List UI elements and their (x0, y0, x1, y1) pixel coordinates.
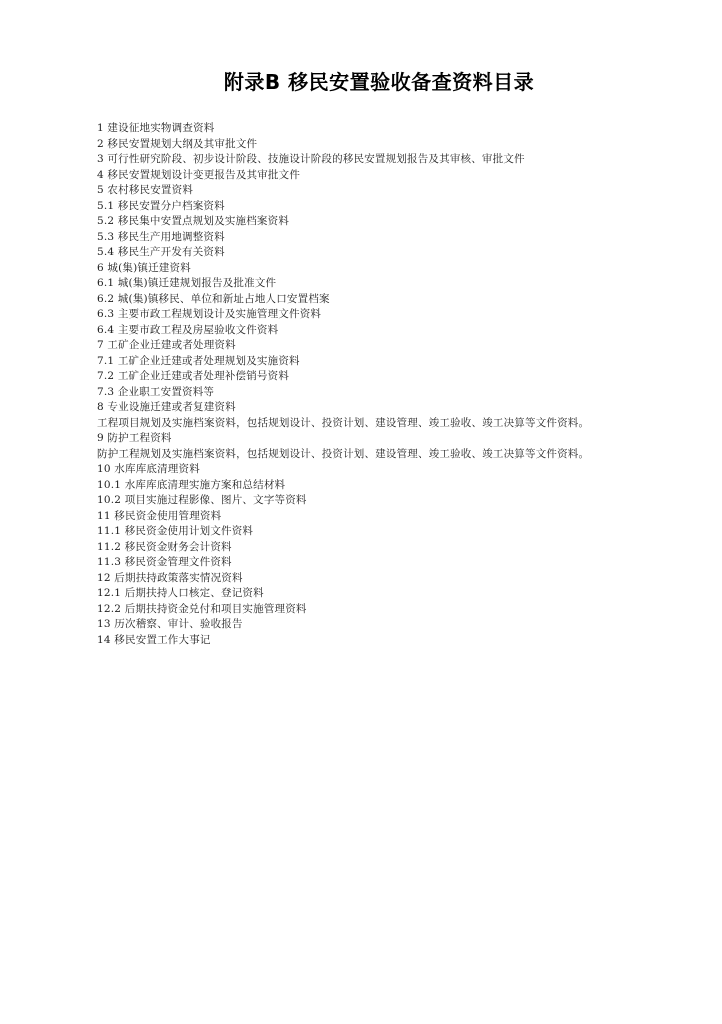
toc-item: 5 农村移民安置资料 (97, 184, 194, 196)
toc-item: 6.3 主要市政工程规划设计及实施管理文件资料 (97, 308, 322, 320)
toc-item: 6.2 城(集)镇移民、单位和新址占地人口安置档案 (97, 292, 330, 305)
toc-item: 11.3 移民资金管理文件资料 (97, 556, 232, 568)
toc-item: 12 后期扶持政策落实情况资料 (97, 571, 243, 584)
page-title: 附录B 移民安置验收备查资料目录 (223, 70, 535, 94)
toc-item: 5.2 移民集中安置点规划及实施档案资料 (97, 215, 290, 227)
toc-item: 5.1 移民安置分户档案资料 (97, 199, 225, 212)
toc-item: 14 移民安置工作大事记 (97, 633, 211, 646)
toc-item: 7 工矿企业迁建或者处理资料 (97, 339, 236, 351)
table-of-contents (97, 121, 697, 648)
toc-item: 3 可行性研究阶段、初步设计阶段、技施设计阶段的移民安置规划报告及其审核、审批文件 (97, 153, 525, 165)
toc-item: 4 移民安置规划设计变更报告及其审批文件 (97, 168, 301, 181)
toc-item: 7.3 企业职工安置资料等 (97, 385, 215, 398)
toc-item: 工程项目规划及实施档案资料，包括规划设计、投资计划、建设管理、竣工验收、竣工决算等文件资料。 (97, 416, 590, 429)
toc-item: 10.2 项目实施过程影像、图片、文字等资料 (97, 494, 307, 506)
toc-item: 5.3 移民生产用地调整资料 (97, 230, 225, 243)
toc-item: 防护工程规划及实施档案资料，包括规划设计、投资计划、建设管理、竣工验收、竣工决算等文件资料。 (97, 447, 590, 460)
toc-item: 12.2 后期扶持资金兑付和项目实施管理资料 (97, 602, 307, 615)
toc-item: 13 历次稽察、审计、验收报告 (97, 618, 243, 630)
toc-item: 11 移民资金使用管理资料 (97, 509, 222, 522)
toc-item: 10.1 水库库底清理实施方案和总结材料 (97, 478, 286, 491)
toc-item: 11.2 移民资金财务会计资料 (97, 540, 232, 553)
toc-item: 7.1 工矿企业迁建或者处理规划及实施资料 (97, 354, 300, 367)
toc-item: 6.4 主要市政工程及房屋验收文件资料 (97, 323, 279, 336)
toc-item: 10 水库库底清理资料 (97, 463, 200, 475)
toc-item: 1 建设征地实物调查资料 (97, 122, 215, 134)
toc-item: 2 移民安置规划大纲及其审批文件 (97, 137, 258, 150)
toc-item: 7.2 工矿企业迁建或者处理补偿销号资料 (97, 370, 290, 382)
toc-item: 8 专业设施迁建或者复建资料 (97, 401, 236, 413)
toc-item: 9 防护工程资料 (97, 432, 172, 444)
toc-item: 12.1 后期扶持人口核定、登记资料 (97, 587, 264, 599)
toc-item: 6 城(集)镇迁建资料 (97, 261, 191, 274)
toc-item: 5.4 移民生产开发有关资料 (97, 246, 225, 258)
toc-item: 6.1 城(集)镇迁建规划报告及批准文件 (97, 277, 277, 289)
toc-item: 11.1 移民资金使用计划文件资料 (97, 525, 254, 537)
